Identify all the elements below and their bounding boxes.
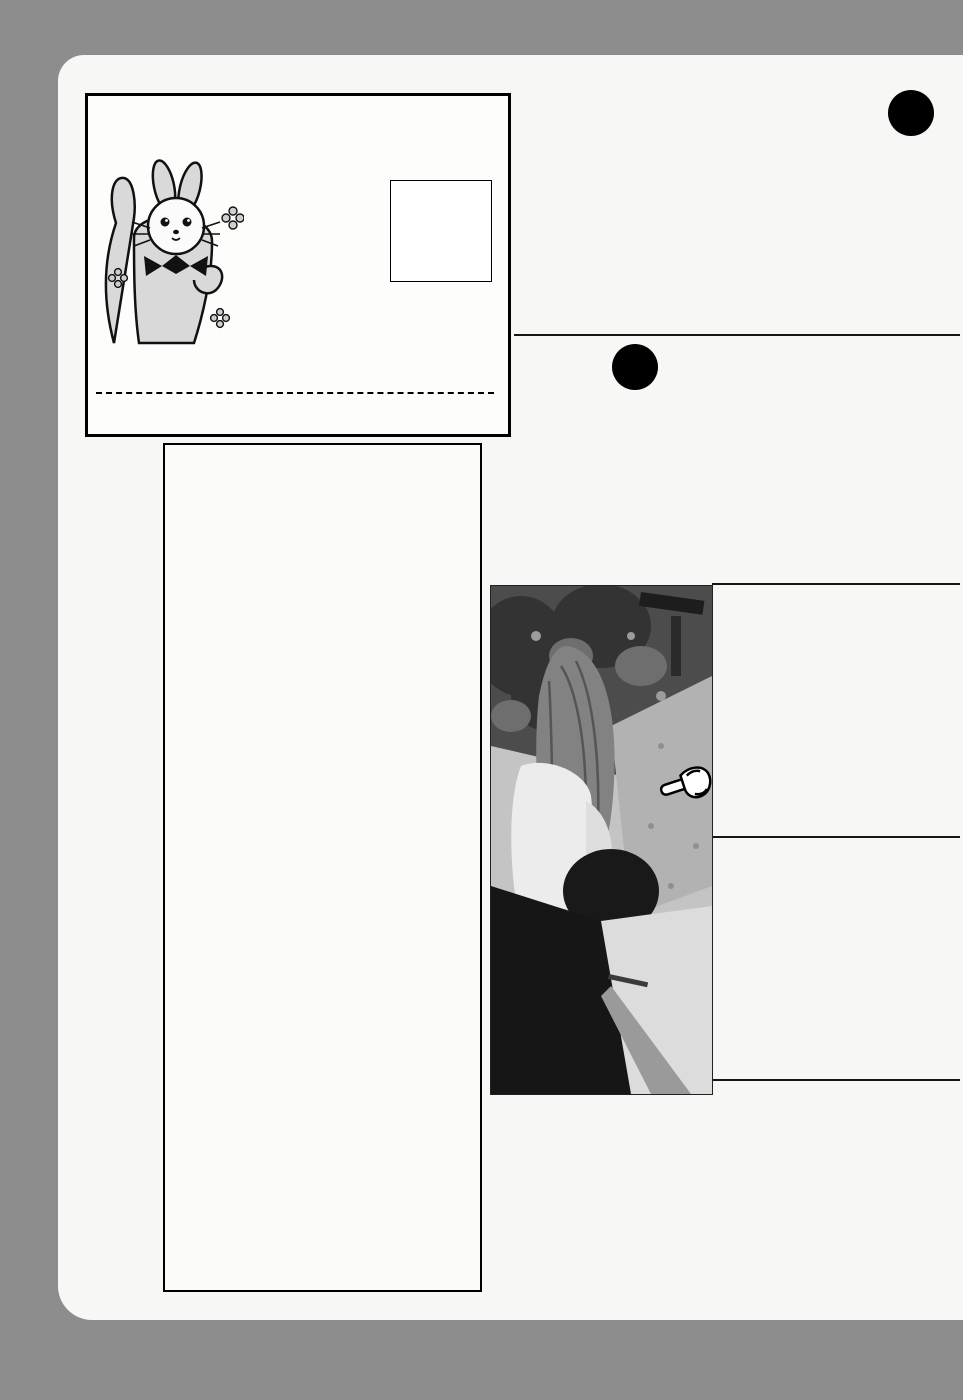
section5-block bbox=[514, 344, 960, 580]
section5-body-part1 bbox=[518, 344, 604, 580]
feature-box bbox=[163, 443, 482, 1292]
section4-body bbox=[514, 88, 858, 330]
dashed-divider bbox=[96, 392, 494, 394]
section-divider bbox=[712, 583, 960, 585]
section-number-badge-5 bbox=[612, 344, 658, 390]
photo-woman-sitting bbox=[490, 585, 713, 1095]
section5-heading-block bbox=[604, 344, 666, 580]
bottom-article bbox=[486, 1090, 958, 1362]
qr-code bbox=[390, 180, 492, 282]
recommended-site-box bbox=[85, 93, 511, 437]
rabbit-mascot-illustration bbox=[94, 148, 244, 348]
section-divider bbox=[712, 1079, 960, 1081]
bottom-article-body bbox=[486, 1090, 948, 1358]
section-divider bbox=[712, 836, 960, 838]
section5-body-part3 bbox=[712, 846, 958, 1076]
section5-body-part2 bbox=[712, 593, 958, 829]
section4-heading-block bbox=[862, 90, 960, 142]
section-number-badge-4 bbox=[888, 90, 934, 136]
section-divider bbox=[514, 334, 960, 336]
section4-continued bbox=[666, 344, 960, 580]
